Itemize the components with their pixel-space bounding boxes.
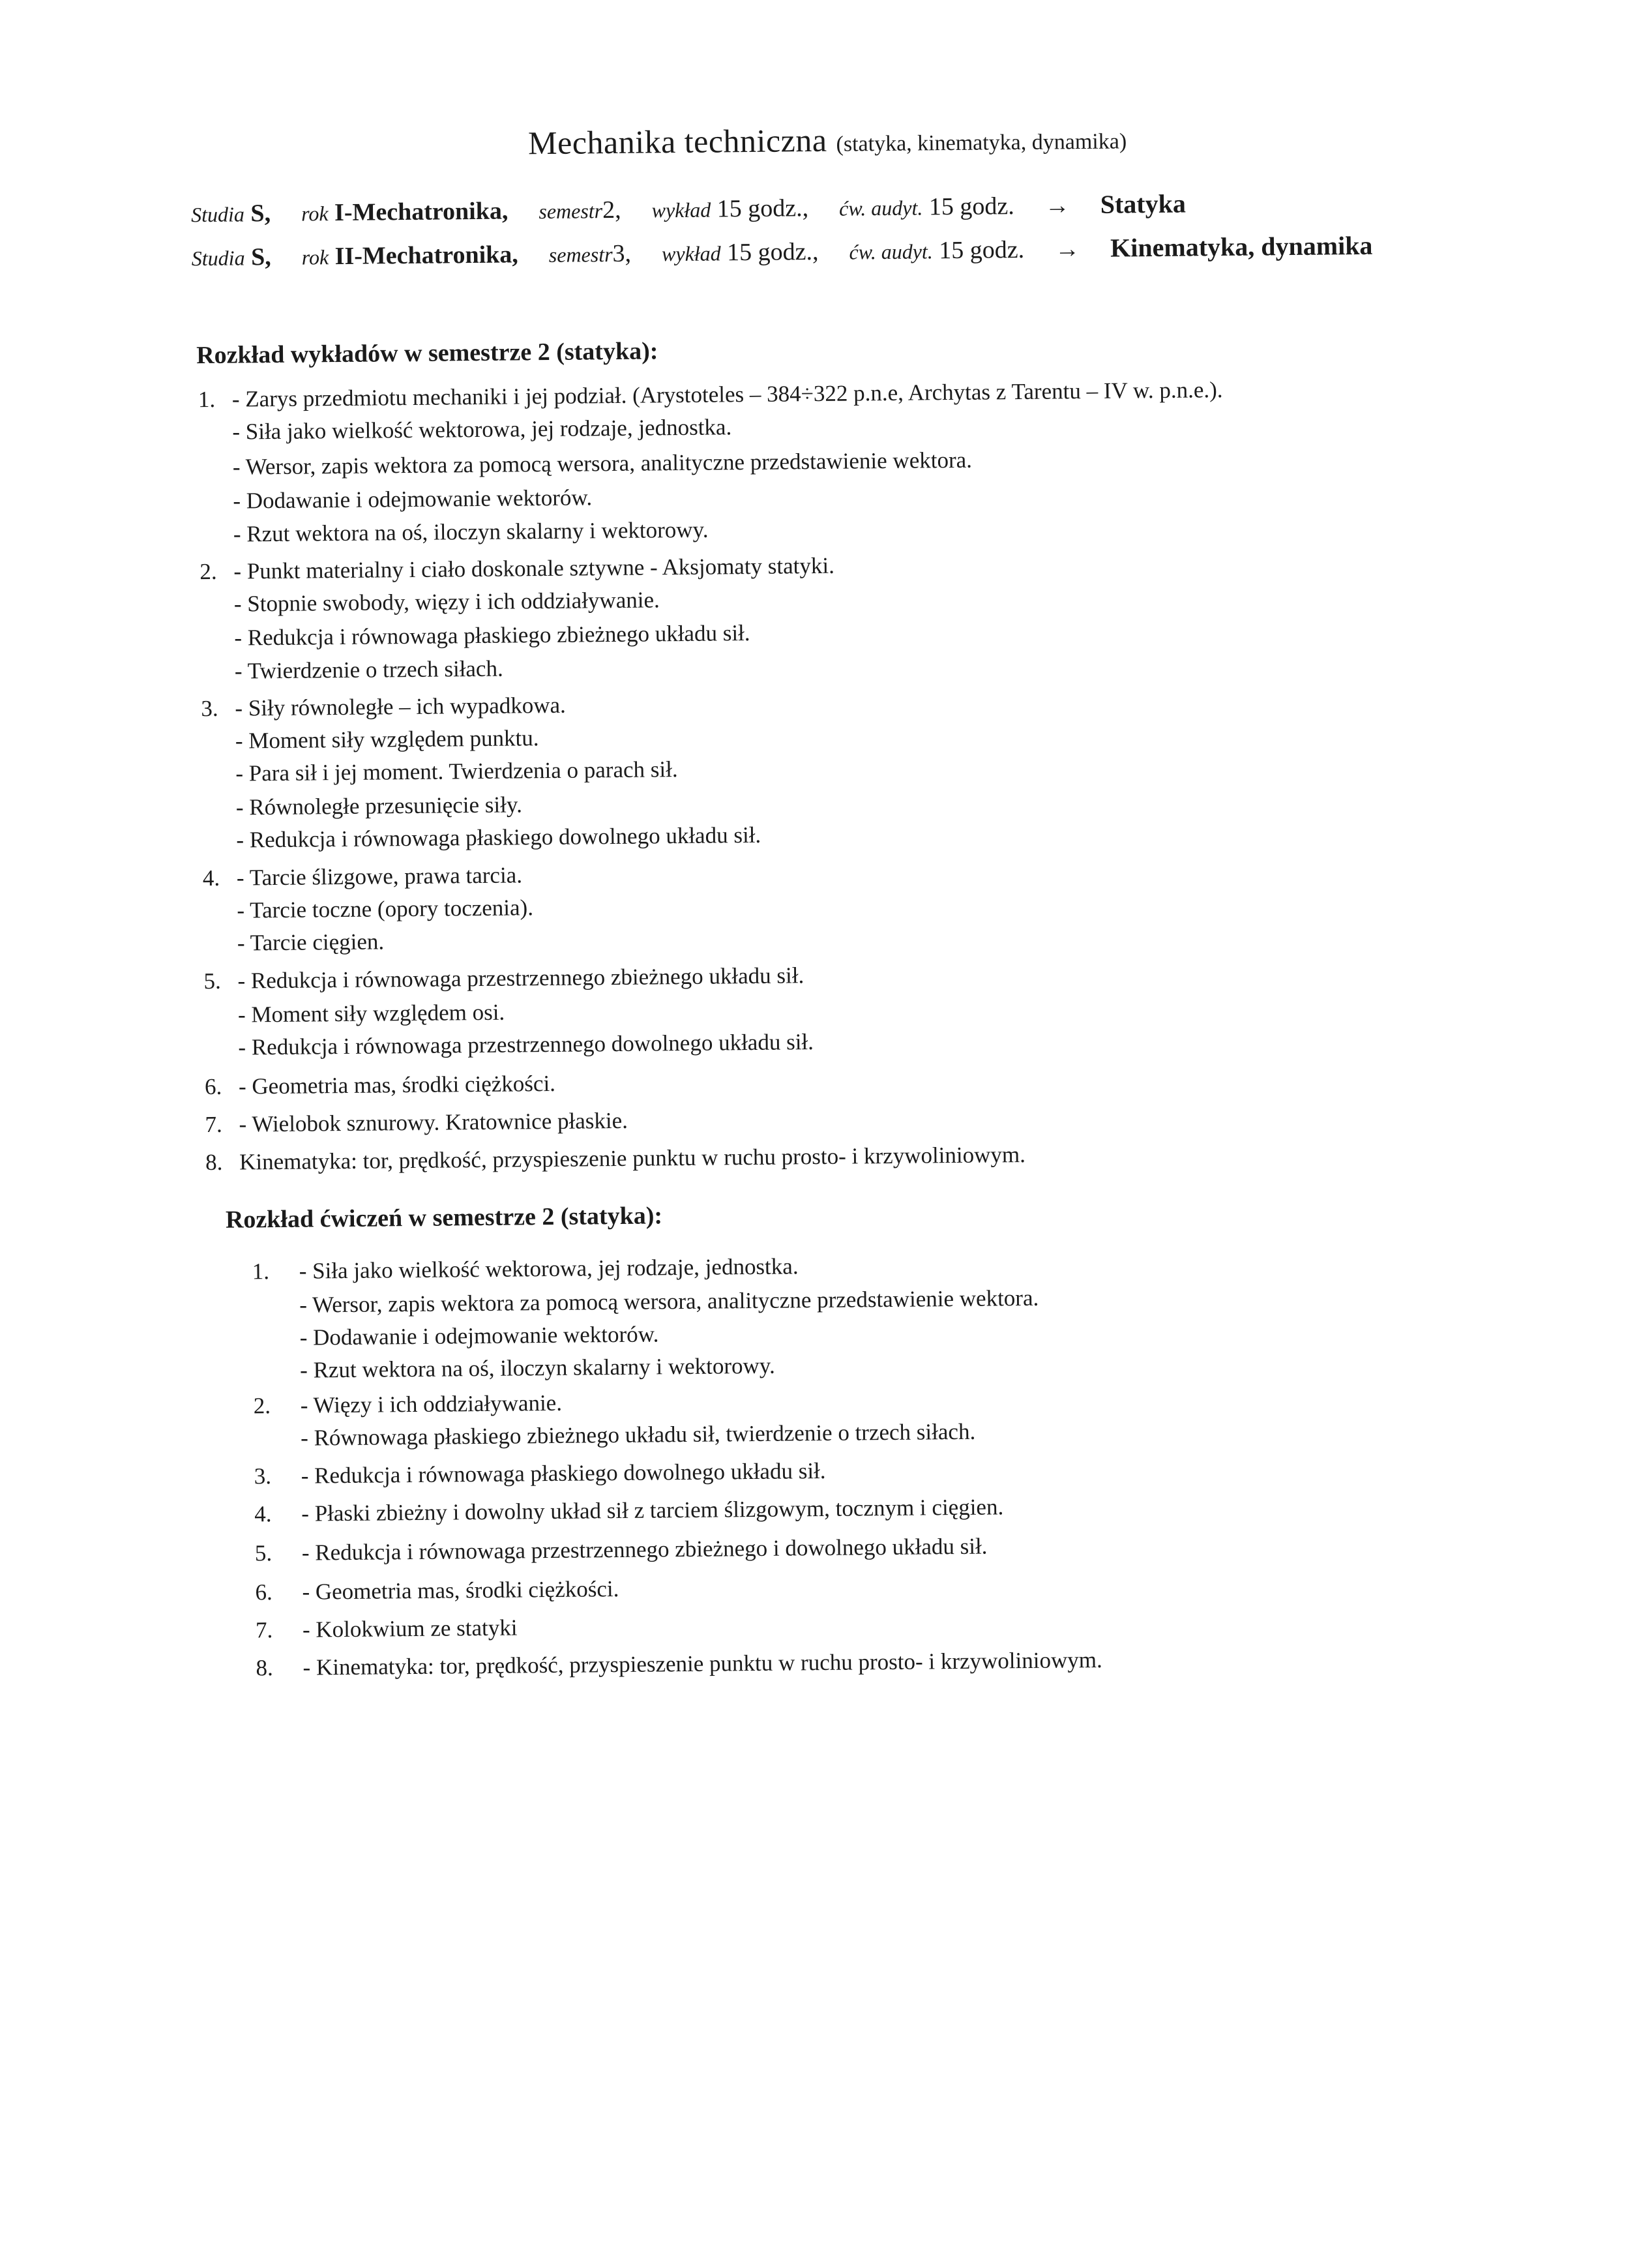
list-item-number: 1. — [198, 386, 216, 413]
list-item-line: - Wielobok sznurowy. Kratownice płaskie. — [239, 1107, 628, 1137]
lectures-heading: Rozkład wykładów w semestrze 2 (statyka): — [196, 337, 658, 370]
list-item-number: 2. — [253, 1393, 271, 1419]
list-item-line: - Geometria mas, środki ciężkości. — [238, 1070, 556, 1099]
list-item-line: - Redukcja i równowaga płaskiego zbieżnego układu sił. — [234, 620, 750, 651]
list-item-number: 7. — [255, 1617, 273, 1643]
list-item-line: - Redukcja i równowaga przestrzennego zbieżnego i dowolnego układu sił. — [301, 1533, 988, 1566]
wyklad-label: wykład — [651, 198, 711, 222]
semestr-value: 3, — [612, 239, 632, 267]
list-item-number: 5. — [254, 1540, 273, 1566]
list-item-number: 8. — [205, 1149, 223, 1176]
list-item-number: 4. — [202, 865, 220, 891]
list-item-line: - Stopnie swobody, więzy i ich oddziaływanie. — [233, 587, 660, 617]
list-item-line: - Redukcja i równowaga płaskiego dowolnego układu sił. — [301, 1457, 826, 1489]
list-item-line: - Moment siły względem punktu. — [235, 725, 539, 754]
list-item-number: 5. — [203, 968, 221, 994]
list-item-number: 6. — [204, 1073, 222, 1100]
arrow-icon: → — [1044, 192, 1070, 220]
list-item-line: - Kinematyka: tor, prędkość, przyspieszenie punktu w ruchu prosto- i krzywoliniowym. — [302, 1646, 1102, 1680]
list-item-line: - Rzut wektora na oś, iloczyn skalarny i wektorowy. — [233, 516, 709, 547]
list-item-number: 3. — [201, 695, 218, 722]
list-item-line: - Tarcie ślizgowe, prawa tarcia. — [236, 862, 523, 891]
wyklad-value: 15 godz., — [726, 237, 819, 267]
list-item-line: - Rzut wektora na oś, iloczyn skalarny i wektorowy. — [300, 1352, 776, 1383]
list-item-line: - Punkt materialny i ciało doskonale sztywne - Aksjomaty statyki. — [233, 552, 835, 584]
list-item-line: - Siła jako wielkość wektorowa, jej rodzaje, jednostka. — [232, 414, 732, 445]
list-item-line: - Płaski zbieżny i dowolny układ sił z tarciem ślizgowym, tocznym i cięgien. — [301, 1494, 1004, 1527]
title-subtitle: (statyka, kinematyka, dynamika) — [836, 129, 1127, 156]
course-line-1 — [191, 188, 1186, 229]
list-item-number: 6. — [255, 1579, 273, 1605]
exercises-heading: Rozkład ćwiczeń w semestrze 2 (statyka): — [225, 1202, 663, 1234]
course-line-2 — [192, 230, 1373, 272]
course-target: Kinematyka, dynamika — [1110, 230, 1373, 263]
list-item-line: - Redukcja i równowaga przestrzennego zbieżnego układu sił. — [237, 962, 804, 994]
list-item-number: 8. — [256, 1655, 274, 1681]
studia-value: S, — [250, 200, 271, 228]
studia-label: Studia — [191, 246, 245, 271]
list-item-line: - Więzy i ich oddziaływanie. — [300, 1390, 563, 1418]
list-item-line: - Zarys przedmiotu mechaniki i jej podział. (Arystoteles – 384÷322 p.n.e, Archytas z Tarentu – IV w. p.n.e.). — [231, 377, 1223, 412]
list-item-line: - Siła jako wielkość wektorowa, jej rodzaje, jednostka. — [299, 1253, 799, 1284]
list-item-line: - Moment siły względem osi. — [237, 999, 505, 1028]
rok-label: rok — [301, 201, 329, 226]
list-item-line: - Redukcja i równowaga przestrzennego dowolnego układu sił. — [238, 1029, 814, 1060]
list-item-line: - Dodawanie i odejmowanie wektorów. — [299, 1321, 659, 1350]
list-item-line: - Siły równoległe – ich wypadkowa. — [235, 692, 567, 721]
list-item-line: - Tarcie cięgien. — [237, 929, 385, 956]
list-item-number: 4. — [254, 1501, 272, 1527]
list-item-number: 3. — [254, 1463, 272, 1489]
rok-value: I-Mechatronika, — [334, 197, 509, 227]
list-item-line: - Równoległe przesunięcie siły. — [235, 792, 523, 820]
list-item-line: - Tarcie toczne (opory toczenia). — [237, 895, 534, 923]
list-item-line: - Wersor, zapis wektora za pomocą wersora, analityczne przedstawienie wektora. — [299, 1285, 1039, 1318]
wyklad-value: 15 godz., — [716, 194, 809, 223]
cw-value: 15 godz. — [928, 192, 1014, 221]
arrow-icon: → — [1054, 235, 1080, 263]
list-item-line: - Twierdzenie o trzech siłach. — [234, 655, 503, 684]
list-item-number: 1. — [252, 1259, 270, 1285]
semestr-label: semestr — [548, 242, 613, 267]
list-item-number: 2. — [199, 558, 217, 585]
cw-label: ćw. audyt. — [849, 239, 933, 264]
list-item-line: - Wersor, zapis wektora za pomocą wersora, analityczne przedstawienie wektora. — [232, 447, 973, 480]
rok-value: II-Mechatronika, — [334, 241, 519, 271]
page-title — [528, 118, 1127, 162]
list-item-line: - Równowaga płaskiego zbieżnego układu sił, twierdzenie o trzech siłach. — [301, 1418, 976, 1451]
studia-value: S, — [250, 243, 271, 271]
semestr-label: semestr — [538, 199, 603, 224]
cw-value: 15 godz. — [939, 235, 1025, 265]
semestr-value: 2, — [602, 196, 621, 224]
rok-label: rok — [301, 245, 329, 269]
list-item-line: - Dodawanie i odejmowanie wektorów. — [233, 484, 593, 514]
cw-label: ćw. audyt. — [838, 196, 923, 220]
list-item-line: - Kolokwium ze statyki — [302, 1615, 518, 1643]
list-item-line: - Redukcja i równowaga płaskiego dowolnego układu sił. — [236, 822, 761, 853]
list-item-number: 7. — [205, 1111, 223, 1138]
studia-label: Studia — [191, 202, 245, 227]
wyklad-label: wykład — [661, 241, 721, 266]
list-item-line: - Geometria mas, środki ciężkości. — [302, 1575, 619, 1605]
list-item-line: Kinematyka: tor, prędkość, przyspieszenie punktu w ruchu prosto- i krzywoliniowym. — [239, 1141, 1026, 1175]
title-main: Mechanika techniczna — [527, 121, 827, 162]
course-target: Statyka — [1100, 188, 1187, 219]
list-item-line: - Para sił i jej moment. Twierdzenia o parach sił. — [235, 756, 678, 786]
